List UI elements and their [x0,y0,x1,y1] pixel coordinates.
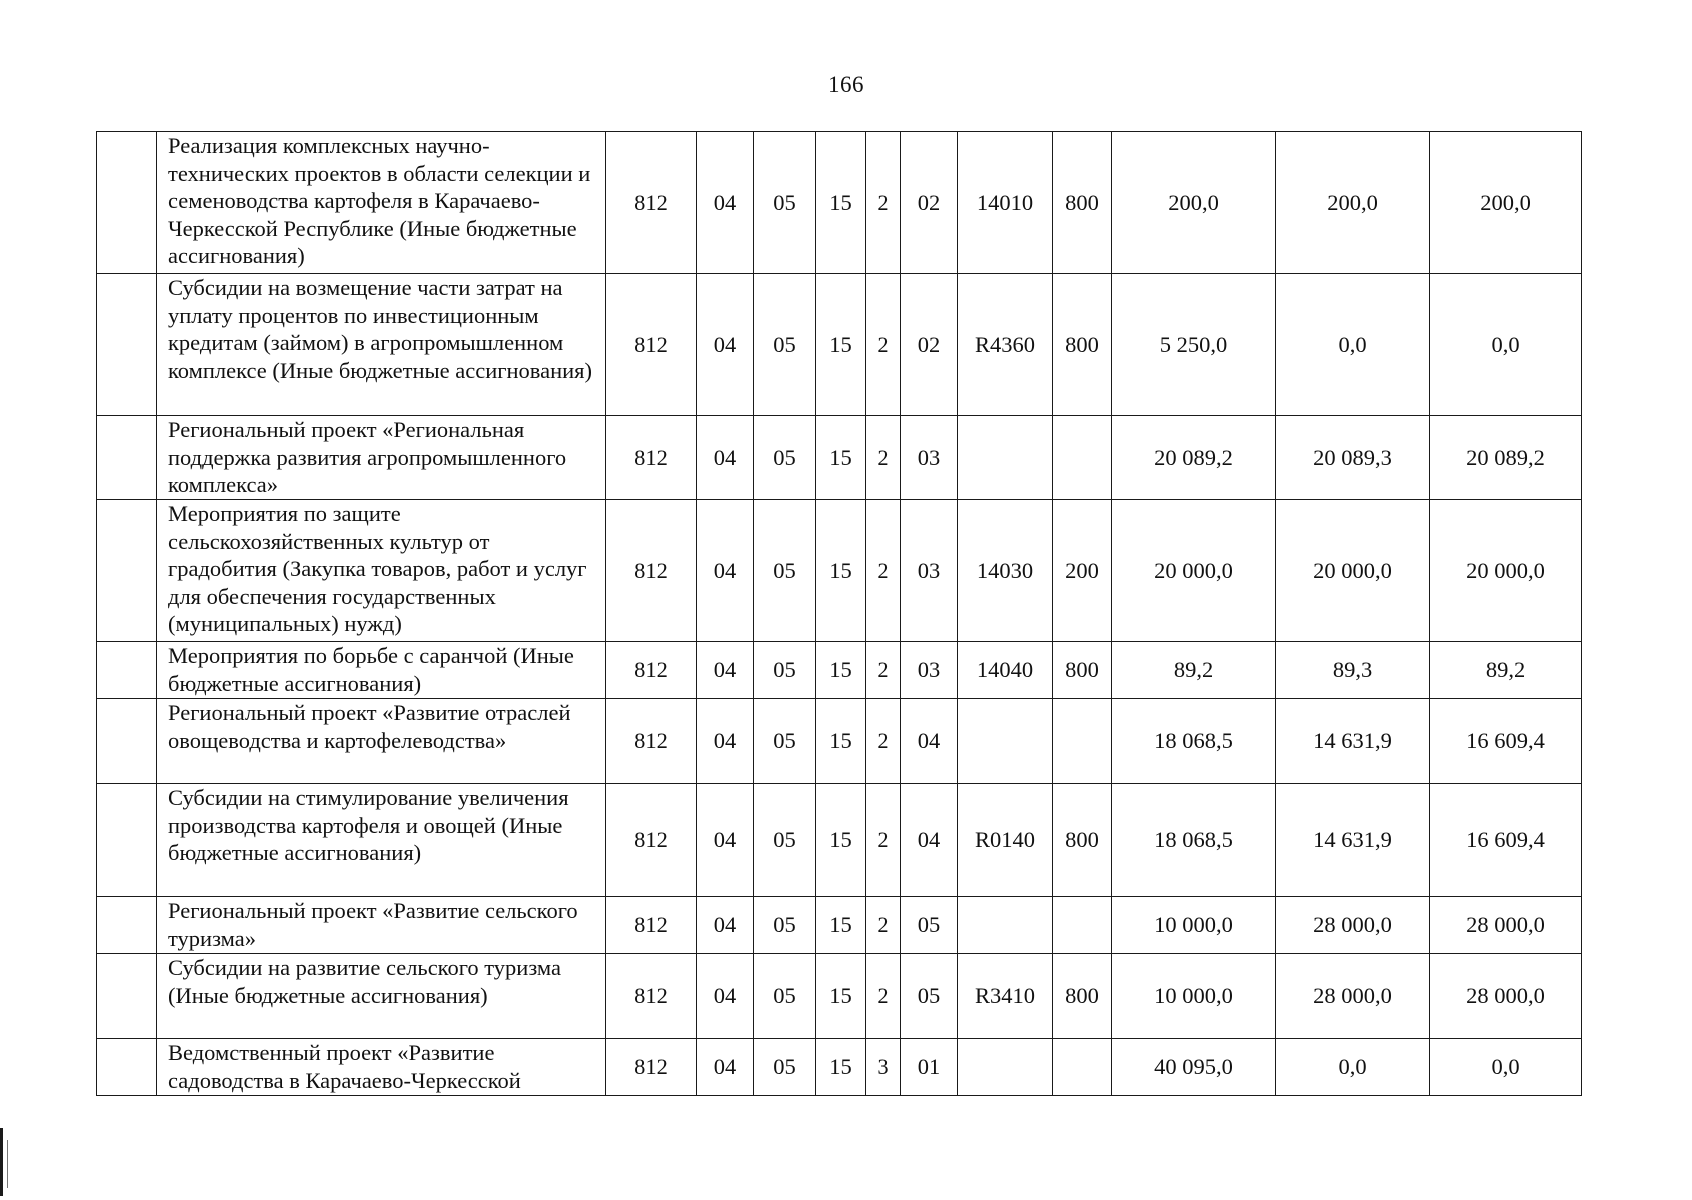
grbs-cell: 812 [606,954,697,1039]
amount-year-1-cell: 18 068,5 [1112,784,1276,897]
row-number-cell [97,416,157,500]
direction-cell [958,1039,1053,1096]
project-cell: 05 [901,897,958,954]
project-cell: 01 [901,1039,958,1096]
subprogram-cell: 2 [866,699,901,784]
expense-type-cell: 800 [1053,784,1112,897]
row-number-cell [97,642,157,699]
row-name-cell: Реализация комплексных научно-технических проектов в области селекции и семеноводства картофеля в Карачаево-Черкесской Республике (Иные бюджетные ассигнования) [157,132,606,274]
row-name-cell: Региональный проект «Развитие отраслей овощеводства и картофелеводства» [157,699,606,784]
grbs-cell: 812 [606,274,697,416]
subprogram-cell: 2 [866,416,901,500]
project-cell: 03 [901,500,958,642]
grbs-cell: 812 [606,784,697,897]
amount-year-1-cell: 200,0 [1112,132,1276,274]
amount-year-1-cell: 5 250,0 [1112,274,1276,416]
grbs-cell: 812 [606,699,697,784]
subsection-cell: 05 [754,500,816,642]
program-cell: 15 [816,699,866,784]
subprogram-cell: 2 [866,954,901,1039]
amount-year-1-cell: 10 000,0 [1112,897,1276,954]
expense-type-cell: 800 [1053,954,1112,1039]
section-cell: 04 [697,274,754,416]
program-cell: 15 [816,954,866,1039]
subsection-cell: 05 [754,416,816,500]
amount-year-3-cell: 16 609,4 [1430,784,1582,897]
expense-type-cell: 800 [1053,132,1112,274]
amount-year-2-cell: 20 089,3 [1276,416,1430,500]
row-name-cell: Региональный проект «Развитие сельского туризма» [157,897,606,954]
expense-type-cell [1053,699,1112,784]
program-cell: 15 [816,897,866,954]
page-number: 166 [828,72,864,97]
subsection-cell: 05 [754,274,816,416]
scan-edge-mark-thin [7,1140,8,1188]
amount-year-3-cell: 28 000,0 [1430,897,1582,954]
grbs-cell: 812 [606,500,697,642]
program-cell: 15 [816,416,866,500]
project-cell: 02 [901,132,958,274]
table-row [97,784,1582,897]
project-cell: 02 [901,274,958,416]
amount-year-2-cell: 89,3 [1276,642,1430,699]
direction-cell: R3410 [958,954,1053,1039]
row-name-cell: Субсидии на возмещение части затрат на уплату процентов по инвестиционным кредитам (займом) в агропромышленном комплексе (Иные бюджетные ассигнования) [157,274,606,416]
subsection-cell: 05 [754,1039,816,1096]
subprogram-cell: 3 [866,1039,901,1096]
table-row [97,699,1582,784]
expense-type-cell: 800 [1053,642,1112,699]
row-name-cell: Субсидии на развитие сельского туризма (Иные бюджетные ассигнования) [157,954,606,1039]
section-cell: 04 [697,416,754,500]
direction-cell: 14040 [958,642,1053,699]
row-number-cell [97,897,157,954]
amount-year-3-cell: 16 609,4 [1430,699,1582,784]
table-row [97,416,1582,500]
section-cell: 04 [697,784,754,897]
subsection-cell: 05 [754,642,816,699]
subprogram-cell: 2 [866,274,901,416]
row-name-cell: Ведомственный проект «Развитие садоводства в Карачаево-Черкесской [157,1039,606,1096]
amount-year-2-cell: 28 000,0 [1276,954,1430,1039]
program-cell: 15 [816,784,866,897]
project-cell: 04 [901,699,958,784]
row-number-cell [97,784,157,897]
expense-type-cell: 200 [1053,500,1112,642]
amount-year-2-cell: 0,0 [1276,274,1430,416]
subprogram-cell: 2 [866,897,901,954]
grbs-cell: 812 [606,416,697,500]
amount-year-3-cell: 200,0 [1430,132,1582,274]
amount-year-2-cell: 0,0 [1276,1039,1430,1096]
section-cell: 04 [697,132,754,274]
section-cell: 04 [697,954,754,1039]
table-row [97,1039,1582,1096]
project-cell: 05 [901,954,958,1039]
program-cell: 15 [816,500,866,642]
section-cell: 04 [697,1039,754,1096]
row-number-cell [97,132,157,274]
amount-year-1-cell: 40 095,0 [1112,1039,1276,1096]
table-row [97,897,1582,954]
table-row [97,642,1582,699]
budget-table [96,131,1582,1096]
row-name-cell: Мероприятия по борьбе с саранчой (Иные бюджетные ассигнования) [157,642,606,699]
direction-cell: R0140 [958,784,1053,897]
direction-cell: R4360 [958,274,1053,416]
grbs-cell: 812 [606,1039,697,1096]
amount-year-1-cell: 18 068,5 [1112,699,1276,784]
amount-year-1-cell: 10 000,0 [1112,954,1276,1039]
expense-type-cell [1053,416,1112,500]
table-body [97,132,1582,1096]
table-row [97,274,1582,416]
direction-cell [958,416,1053,500]
row-name-cell: Региональный проект «Региональная поддержка развития агропромышленного комплекса» [157,416,606,500]
subsection-cell: 05 [754,699,816,784]
program-cell: 15 [816,642,866,699]
scan-edge-mark [0,1128,3,1196]
subprogram-cell: 2 [866,784,901,897]
amount-year-2-cell: 28 000,0 [1276,897,1430,954]
subprogram-cell: 2 [866,500,901,642]
amount-year-3-cell: 28 000,0 [1430,954,1582,1039]
row-number-cell [97,274,157,416]
row-number-cell [97,699,157,784]
amount-year-1-cell: 20 000,0 [1112,500,1276,642]
subprogram-cell: 2 [866,642,901,699]
amount-year-2-cell: 14 631,9 [1276,784,1430,897]
direction-cell: 14010 [958,132,1053,274]
direction-cell: 14030 [958,500,1053,642]
amount-year-2-cell: 200,0 [1276,132,1430,274]
table-row [97,954,1582,1039]
program-cell: 15 [816,132,866,274]
grbs-cell: 812 [606,642,697,699]
subsection-cell: 05 [754,954,816,1039]
row-number-cell [97,1039,157,1096]
row-name-cell: Субсидии на стимулирование увеличения производства картофеля и овощей (Иные бюджетные ассигнования) [157,784,606,897]
expense-type-cell [1053,897,1112,954]
amount-year-3-cell: 0,0 [1430,274,1582,416]
subsection-cell: 05 [754,784,816,897]
program-cell: 15 [816,274,866,416]
amount-year-3-cell: 0,0 [1430,1039,1582,1096]
subprogram-cell: 2 [866,132,901,274]
amount-year-1-cell: 20 089,2 [1112,416,1276,500]
amount-year-3-cell: 89,2 [1430,642,1582,699]
section-cell: 04 [697,897,754,954]
amount-year-2-cell: 14 631,9 [1276,699,1430,784]
expense-type-cell [1053,1039,1112,1096]
direction-cell [958,699,1053,784]
amount-year-3-cell: 20 000,0 [1430,500,1582,642]
subsection-cell: 05 [754,132,816,274]
row-number-cell [97,954,157,1039]
row-name-cell: Мероприятия по защите сельскохозяйственных культур от градобития (Закупка товаров, работ и услуг для обеспечения государственных (муниципальных) нужд) [157,500,606,642]
grbs-cell: 812 [606,897,697,954]
amount-year-1-cell: 89,2 [1112,642,1276,699]
section-cell: 04 [697,500,754,642]
expense-type-cell: 800 [1053,274,1112,416]
program-cell: 15 [816,1039,866,1096]
table-row [97,132,1582,274]
project-cell: 04 [901,784,958,897]
section-cell: 04 [697,699,754,784]
table-row [97,500,1582,642]
project-cell: 03 [901,416,958,500]
section-cell: 04 [697,642,754,699]
amount-year-2-cell: 20 000,0 [1276,500,1430,642]
row-number-cell [97,500,157,642]
amount-year-3-cell: 20 089,2 [1430,416,1582,500]
subsection-cell: 05 [754,897,816,954]
project-cell: 03 [901,642,958,699]
direction-cell [958,897,1053,954]
grbs-cell: 812 [606,132,697,274]
